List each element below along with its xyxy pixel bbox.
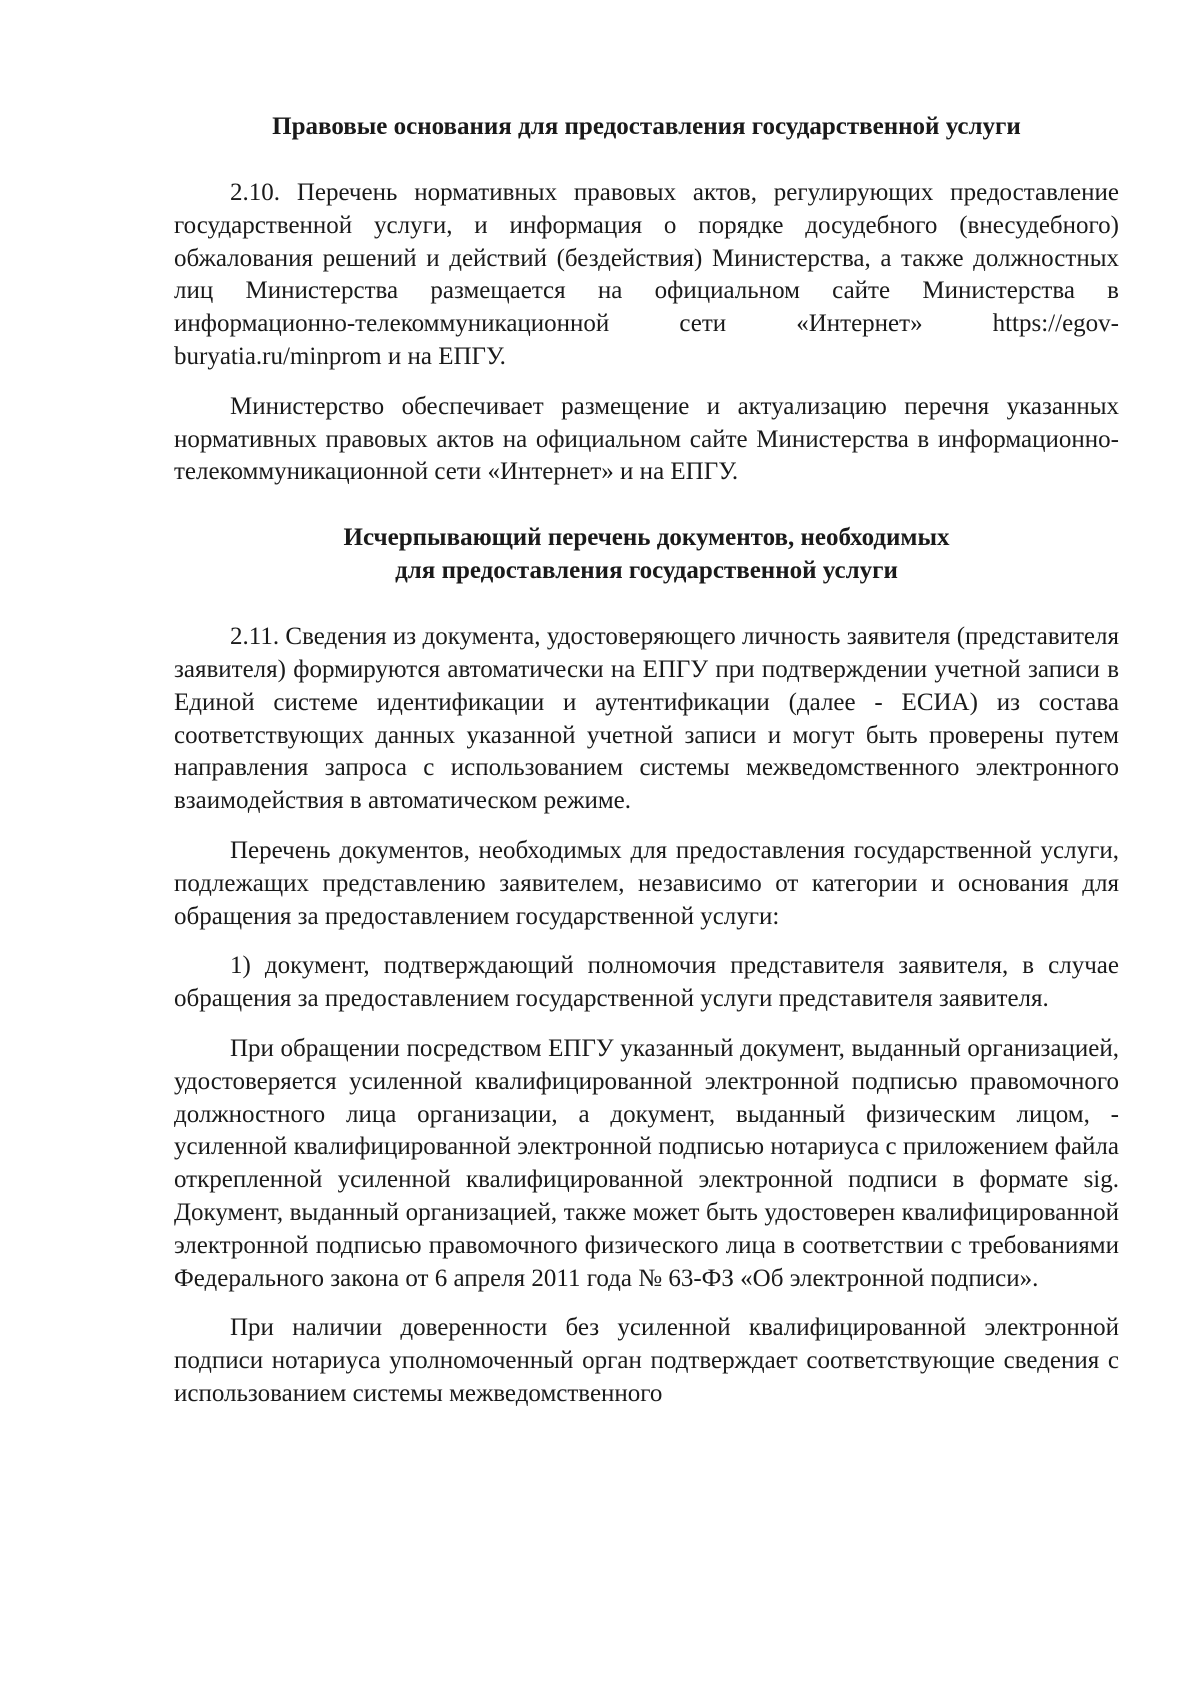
paragraph-item-1: 1) документ, подтверждающий полномочия представителя заявителя, в случае обращения за предоставлением государственной услуги представителя заявителя. xyxy=(174,952,1119,1013)
paragraph-power-of-attorney: При наличии доверенности без усиленной квалифицированной электронной подписи нотариуса уполномоченный орган подтверждает соответствующие сведения с использованием системы межведомственного xyxy=(174,1314,1119,1407)
document-body xyxy=(174,110,1119,1411)
paragraph-epgu-signature: При обращении посредством ЕПГУ указанный документ, выданный организацией, удостоверяется усиленной квалифицированной электронной подписью правомочного должностного лица организации, а документ, выданный физическим лицом, - усиленной квалифицированной электронной подписью нотариуса с приложением файла открепленной усиленной квалифицированной электронной подписи в формате sig. Документ, выданный организацией, также может быть удостоверен квалифицированной электронной подписью правомочного физического лица в соответствии с требованиями Федерального закона от 6 апреля 2011 года № 63-ФЗ «Об электронной подписи». xyxy=(174,1034,1119,1292)
paragraph-2-10: 2.10. Перечень нормативных правовых актов, регулирующих предоставление государственной услуги, и информация о порядке досудебного (внесудебного) обжалования решений и действий (бездействия) Министерства, а также должностных лиц Министерства размещается на официальном сайте Министерства в информационно-телекоммуникационной сети «Интернет» https://egov-buryatia.ru/minprom и на ЕПГУ. xyxy=(174,179,1119,370)
paragraph-2-11: 2.11. Сведения из документа, удостоверяющего личность заявителя (представителя заявителя) формируются автоматически на ЕПГУ при подтверждении учетной записи в Единой системе идентификации и аутентификации (далее - ЕСИА) из состава соответствующих данных указанной учетной записи и могут быть проверены путем направления запроса с использованием системы межведомственного электронного взаимодействия в автоматическом режиме. xyxy=(174,623,1119,815)
section-heading-documents-list xyxy=(174,521,1119,587)
paragraph-documents-list: Перечень документов, необходимых для предоставления государственной услуги, подлежащих представлению заявителем, независимо от категории и основания для обращения за предоставлением государственной услуги: xyxy=(174,836,1119,930)
section-heading-documents-list-line2: для предоставления государственной услуги xyxy=(395,557,898,585)
paragraph-ministry-updates: Министерство обеспечивает размещение и актуализацию перечня указанных нормативных правовых актов на официальном сайте Министерства в информационно-телекоммуникационной сети «Интернет» и на ЕПГУ. xyxy=(174,392,1119,486)
section-heading-documents-list-line1: Исчерпывающий перечень документов, необходимых xyxy=(343,524,950,552)
section-heading-legal-basis: Правовые основания для предоставления государственной услуги xyxy=(272,113,1021,140)
